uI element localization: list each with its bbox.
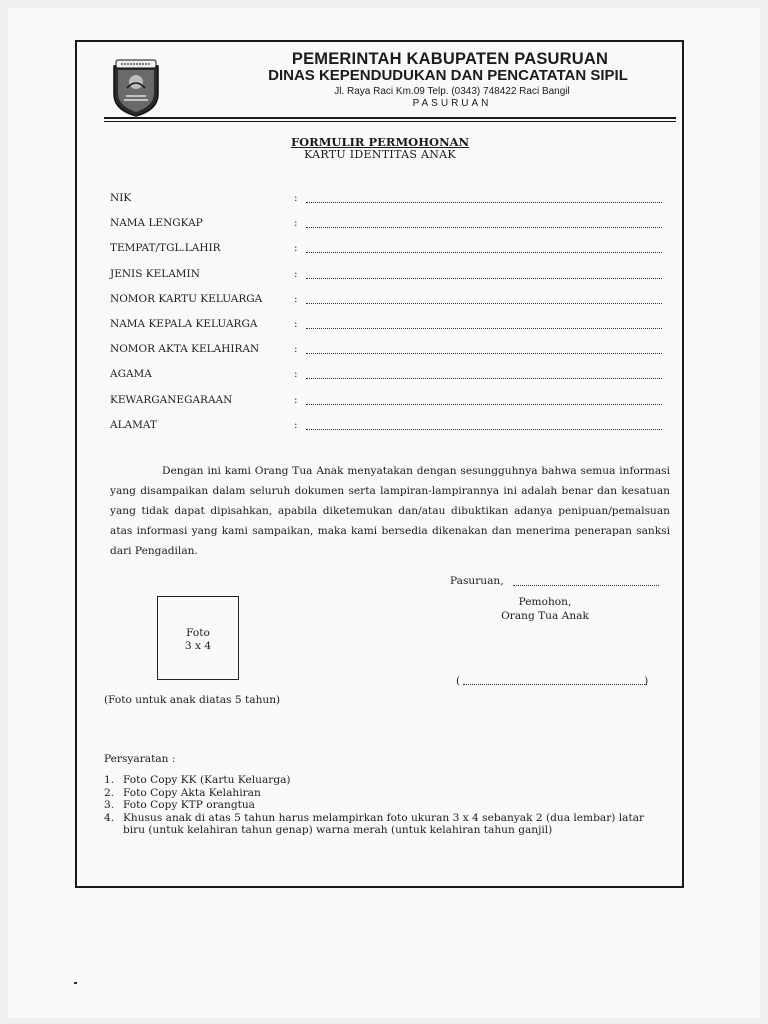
field-colon: :: [294, 292, 298, 305]
letterhead-rule-thin: [104, 121, 676, 122]
place-date-label: Pasuruan,: [450, 575, 504, 587]
requirement-number: 4.: [104, 811, 115, 824]
field-colon: :: [294, 267, 298, 280]
field-nomor-kartu-keluarga: [110, 293, 670, 318]
photo-note: (Foto untuk anak diatas 5 tahun): [104, 694, 281, 706]
fill-line-nama-kepala-keluarga[interactable]: [306, 328, 662, 329]
form-title: FORMULIR PERMOHONAN: [290, 135, 470, 149]
requirement-text: Foto Copy KTP orangtua: [123, 799, 256, 811]
field-label: NIK: [110, 192, 132, 204]
requirements-title: Persyaratan :: [104, 753, 176, 765]
signature-fill-line[interactable]: [463, 684, 647, 685]
kabupaten-pasuruan-emblem-icon: [111, 58, 161, 118]
field-nik: [110, 192, 670, 217]
field-label: AGAMA: [110, 368, 152, 381]
fill-line-nik[interactable]: [306, 202, 662, 203]
field-label: NOMOR AKTA KELAHIRAN: [110, 343, 260, 356]
field-colon: :: [294, 393, 298, 406]
form-fields: [110, 192, 670, 444]
letterhead-government: PEMERINTAH KABUPATEN PASURUAN: [291, 50, 609, 68]
requirement-number: 2.: [104, 786, 115, 799]
photo-label: Foto: [186, 627, 210, 639]
form-subtitle: KARTU IDENTITAS ANAK: [304, 148, 456, 161]
field-label: TEMPAT/TGL.LAHIR: [110, 242, 221, 255]
field-agama: [110, 368, 670, 393]
field-colon: :: [294, 192, 298, 204]
field-kewarganegaraan: [110, 394, 670, 419]
field-nama-kepala-keluarga: [110, 318, 670, 343]
field-colon: :: [294, 343, 298, 356]
fill-line-nomor-kartu-keluarga[interactable]: [306, 303, 662, 304]
requirement-item: [104, 774, 664, 787]
field-nomor-akta-kelahiran: [110, 343, 670, 368]
letterhead-address: Jl. Raya Raci Km.09 Telp. (0343) 748422 Raci Bangil: [334, 86, 570, 97]
requirement-number: 1.: [104, 774, 115, 786]
letterhead-agency: DINAS KEPENDUDUKAN DAN PENCATATAN SIPIL: [268, 67, 628, 84]
field-colon: :: [294, 242, 298, 255]
field-label: NOMOR KARTU KELUARGA: [110, 292, 263, 305]
scan-speck: [74, 982, 77, 984]
signer-role: Pemohon,: [518, 596, 572, 608]
fill-line-tempat-tgl-lahir[interactable]: [306, 252, 662, 253]
fill-line-alamat[interactable]: [306, 429, 662, 430]
field-label: NAMA KEPALA KELUARGA: [110, 317, 258, 330]
field-alamat: [110, 419, 670, 444]
field-label: KEWARGANEGARAAN: [110, 393, 233, 406]
field-colon: :: [294, 418, 298, 431]
requirement-item: [104, 812, 664, 837]
fill-line-nama-lengkap[interactable]: [306, 227, 662, 228]
field-tempat-tgl-lahir: [110, 242, 670, 267]
field-nama-lengkap: [110, 217, 670, 242]
fill-line-agama[interactable]: [306, 378, 662, 379]
requirement-text: Foto Copy KK (Kartu Keluarga): [123, 774, 291, 786]
requirement-number: 3.: [104, 799, 115, 811]
field-label: ALAMAT: [110, 418, 157, 431]
requirements-list: [104, 774, 664, 837]
letterhead-rule: [104, 117, 676, 119]
field-label: JENIS KELAMIN: [110, 267, 200, 280]
requirement-text: Khusus anak di atas 5 tahun harus melampirkan foto ukuran 3 x 4 sebanyak 2 (dua lembar) latar biru (untuk kelahiran tahun genap) warna merah (untuk kelahiran tahun ganjil): [123, 811, 645, 836]
date-fill-line[interactable]: [513, 585, 659, 586]
requirement-item: [104, 787, 664, 800]
close-paren: ): [644, 675, 649, 687]
declaration-paragraph: Dengan ini kami Orang Tua Anak menyatakan dengan sesungguhnya bahwa semua informasi yang disampaikan dalam seluruh dokumen serta lampiran-lampirannya ini adalah benar dan kesatuan yang tidak dapat dipisahkan, apabila diketemukan dan/atau dibuktikan adanya penipuan/pemalsuan atas informasi yang kami sampaikan, maka kami bersedia dikenakan dan menerima penerapan sanksi dari Pengadilan.: [110, 465, 670, 557]
field-colon: :: [294, 368, 298, 381]
photo-box: [157, 596, 239, 680]
signature-name-line: [456, 675, 648, 687]
signer-relation: Orang Tua Anak: [501, 610, 589, 622]
requirement-text: Foto Copy Akta Kelahiran: [123, 786, 261, 799]
requirement-item: [104, 799, 664, 812]
field-jenis-kelamin: [110, 268, 670, 293]
fill-line-kewarganegaraan[interactable]: [306, 404, 662, 405]
fill-line-nomor-akta-kelahiran[interactable]: [306, 353, 662, 354]
open-paren: (: [456, 675, 461, 687]
photo-size: 3 x 4: [184, 640, 212, 652]
field-colon: :: [294, 317, 298, 330]
fill-line-jenis-kelamin[interactable]: [306, 278, 662, 279]
field-label: NAMA LENGKAP: [110, 217, 203, 230]
field-colon: :: [294, 217, 298, 230]
letterhead-city: PASURUAN: [412, 98, 492, 109]
